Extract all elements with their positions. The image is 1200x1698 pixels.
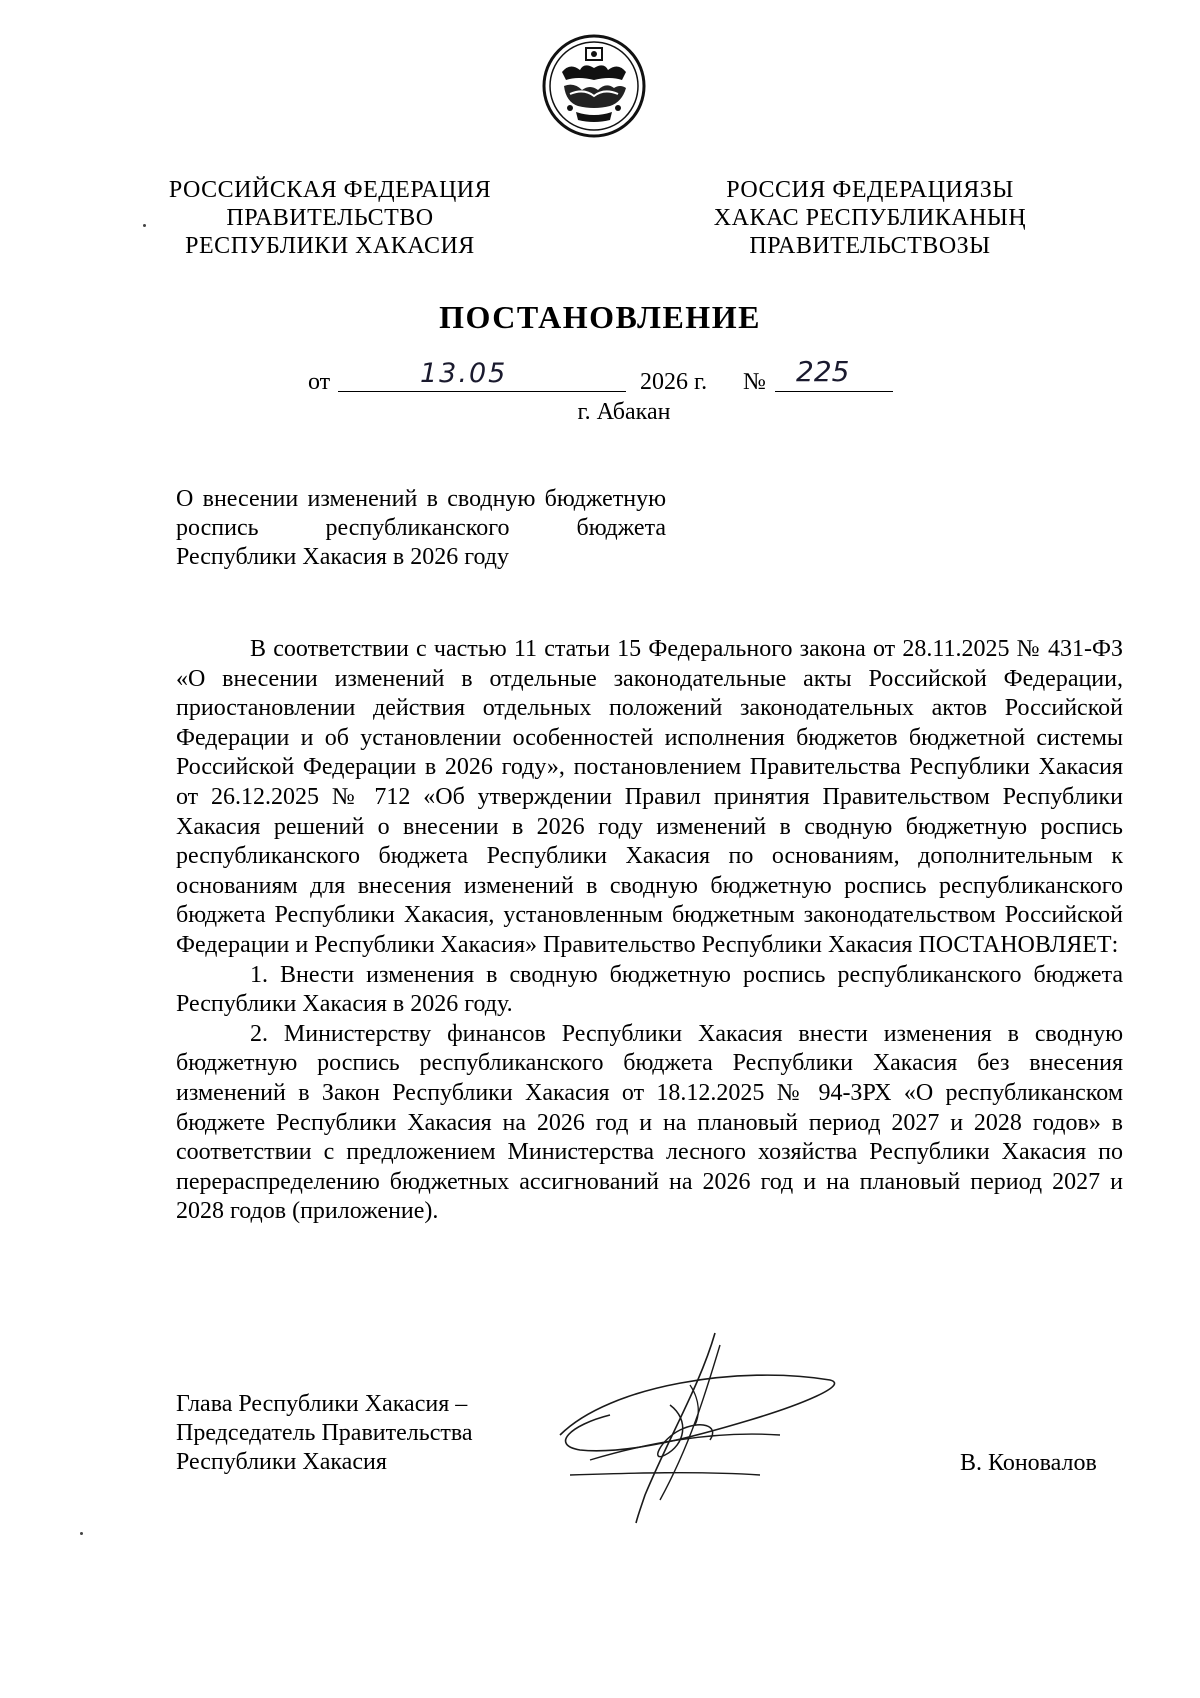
coat-of-arms-emblem xyxy=(540,32,648,140)
document-title: ПОСТАНОВЛЕНИЕ xyxy=(439,299,761,335)
scan-speck xyxy=(143,224,146,227)
signatory-position-line-2: Председатель Правительства xyxy=(176,1420,473,1446)
header-left-line-1: РОССИЙСКАЯ ФЕДЕРАЦИЯ xyxy=(168,177,492,203)
signatory-position-line-1: Глава Республики Хакасия – xyxy=(176,1391,468,1417)
number-underline xyxy=(775,391,893,392)
signatory-name: В. Коновалов xyxy=(960,1450,1097,1476)
document-subject: О внесении изменений в сводную бюджетную роспись республиканского бюджета Республики Хакасия в 2026 году xyxy=(176,486,666,570)
number-sign: № xyxy=(743,369,766,395)
header-left-line-2: ПРАВИТЕЛЬСТВО xyxy=(226,205,434,231)
body-paragraph-item-2: 2. Министерству финансов Республики Хакасия внести изменения в сводную бюджетную роспись республиканского бюджета Республики Хакасия без внесения изменений в Закон Республики Хакасия от 18.12.2025 № 94-ЗРХ «О республиканском бюджете Республики Хакасия на 2026 год и на плановый период 2027 и 2028 годов» в соответствии с предложением Министерства лесного хозяйства Республики Хакасия по перераспределению бюджетных ассигнований на 2026 год и на плановый период 2027 и 2028 годов (приложение). xyxy=(176,1020,1123,1225)
handwritten-number: 225 xyxy=(796,355,850,388)
signatory-position xyxy=(176,1390,536,1477)
scan-speck xyxy=(80,1532,83,1535)
header-left-line-3: РЕСПУБЛИКИ ХАКАСИЯ xyxy=(185,233,475,259)
date-prefix: от xyxy=(308,369,331,395)
header-left-block xyxy=(140,176,520,260)
header-right-line-1: РОССИЯ ФЕДЕРАЦИЯЗЫ xyxy=(726,177,1014,203)
header-right-line-2: ХАКАС РЕСПУБЛИКАНЫҢ xyxy=(713,205,1027,231)
document-body xyxy=(176,635,1123,1227)
header-right-line-3: ПРАВИТЕЛЬСТВОЗЫ xyxy=(749,233,991,259)
handwritten-signature xyxy=(550,1325,850,1525)
date-underline xyxy=(338,391,626,392)
body-paragraph-preamble: В соответствии с частью 11 статьи 15 Федерального закона от 28.11.2025 № 431-ФЗ «О внесении изменений в отдельные законодательные акты Российской Федерации, приостановлении действия отдельных положений законодательных актов Российской Федерации и об установлении особенностей исполнения бюджетов бюджетной системы Российской Федерации в 2026 году», постановлением Правительства Республики Хакасия от 26.12.2025 № 712 «Об утверждении Правил принятия Правительством Республики Хакасия решений о внесении в 2026 году изменений в сводную бюджетную роспись республиканского бюджета Республики Хакасия по основаниям, дополнительным к основаниям для внесения изменений в сводную бюджетную роспись республиканского бюджета Республики Хакасия, установленным бюджетным законодательством Российской Федерации и Республики Хакасия» Правительство Республики Хакасия ПОСТАНОВЛЯЕТ: xyxy=(176,636,1123,958)
signatory-position-line-3: Республики Хакасия xyxy=(176,1449,387,1475)
date-year: 2026 г. xyxy=(640,369,708,395)
handwritten-date: 13.05 xyxy=(420,358,508,389)
body-paragraph-item-1: 1. Внести изменения в сводную бюджетную роспись республиканского бюджета Республики Хакасия в 2026 году. xyxy=(176,961,1123,1018)
city: г. Абакан xyxy=(577,399,671,425)
header-right-block xyxy=(680,176,1060,260)
